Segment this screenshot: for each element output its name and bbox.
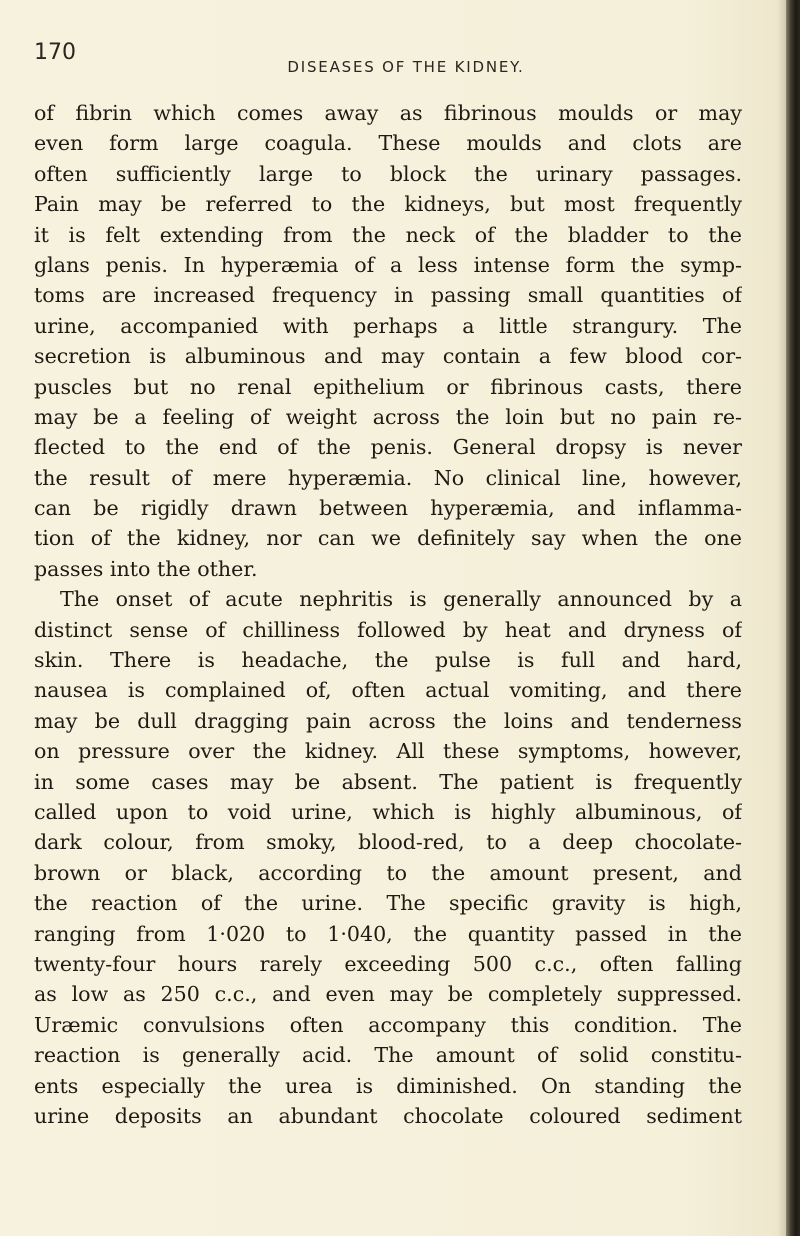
text-line: may be dull dragging pain across the loins and tenderness <box>34 708 742 733</box>
text-line: on pressure over the kidney. All these symptoms, however, <box>34 739 742 764</box>
running-title: DISEASES OF THE KIDNEY. <box>287 58 525 76</box>
body-text <box>34 98 742 1131</box>
text-line: even form large coagula. These moulds and clots are <box>34 131 742 156</box>
text-line: the reaction of the urine. The specific gravity is high, <box>34 891 742 916</box>
text-line: glans penis. In hyperæmia of a less intense form the symp- <box>34 252 742 277</box>
text-line: toms are increased frequency in passing small quantities of <box>34 283 742 308</box>
book-binding-edge <box>786 0 800 1236</box>
text-line: secretion is albuminous and may contain a few blood cor- <box>34 344 742 369</box>
text-line: called upon to void urine, which is highly albuminous, of <box>34 799 742 824</box>
text-line: nausea is complained of, often actual vomiting, and there <box>34 678 742 703</box>
text-line: skin. There is headache, the pulse is full and hard, <box>34 648 742 673</box>
text-line: distinct sense of chilliness followed by heat and dryness of <box>34 617 742 642</box>
paragraph-start-line: The onset of acute nephritis is generally announced by a <box>60 587 742 612</box>
text-line: the result of mere hyperæmia. No clinical line, however, <box>34 465 742 490</box>
text-line: often sufficiently large to block the urinary passages. <box>34 161 742 186</box>
text-line: brown or black, according to the amount present, and <box>34 860 742 885</box>
text-line: in some cases may be absent. The patient is frequently <box>34 769 742 794</box>
text-line: twenty-four hours rarely exceeding 500 c.c., often falling <box>34 951 742 976</box>
text-line: as low as 250 c.c., and even may be completely suppressed. <box>34 982 742 1007</box>
text-line: flected to the end of the penis. General dropsy is never <box>34 435 742 460</box>
paragraph-end-line: passes into the other. <box>34 556 258 581</box>
text-line: urine deposits an abundant chocolate coloured sediment <box>34 1103 742 1128</box>
text-line: urine, accompanied with perhaps a little strangury. The <box>34 313 742 338</box>
text-line: reaction is generally acid. The amount of solid constitu- <box>34 1043 742 1068</box>
text-line: it is felt extending from the neck of the bladder to the <box>34 222 742 247</box>
text-line: Uræmic convulsions often accompany this condition. The <box>34 1012 742 1037</box>
page-edge-shadow <box>778 0 786 1236</box>
text-line: tion of the kidney, nor can we definitely say when the one <box>34 526 742 551</box>
text-line: puscles but no renal epithelium or fibrinous casts, there <box>34 374 742 399</box>
text-line: Pain may be referred to the kidneys, but most frequently <box>34 192 742 217</box>
text-line: ranging from 1·020 to 1·040, the quantity passed in the <box>34 921 742 946</box>
text-line: dark colour, from smoky, blood-red, to a deep chocolate- <box>34 830 742 855</box>
text-line: can be rigidly drawn between hyperæmia, and inflamma- <box>34 496 742 521</box>
text-line: may be a feeling of weight across the loin but no pain re- <box>34 404 742 429</box>
text-line: of fibrin which comes away as fibrinous moulds or may <box>34 101 742 125</box>
page-number: 170 <box>34 40 76 65</box>
text-line: ents especially the urea is diminished. On standing the <box>34 1073 742 1098</box>
